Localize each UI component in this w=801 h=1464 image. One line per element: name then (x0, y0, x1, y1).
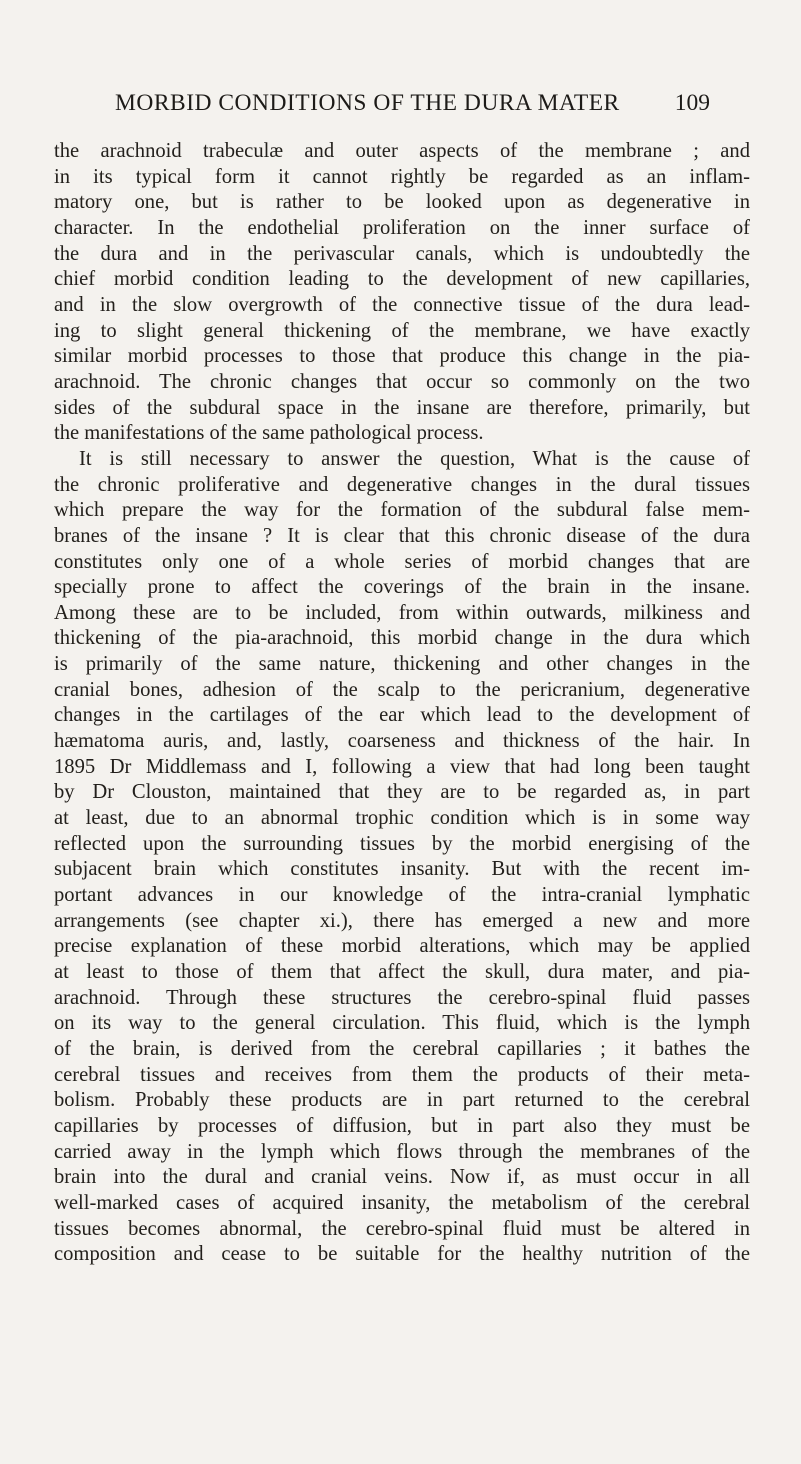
text-line: at least, due to an abnormal trophic condition which is in some way (54, 807, 750, 830)
text-line: sides of the subdural space in the insane are therefore, primarily, but (54, 396, 750, 419)
page-number: 109 (674, 90, 710, 116)
text-line: arachnoid. The chronic changes that occur so commonly on the two (54, 370, 750, 393)
text-line: character. In the endothelial proliferation on the inner surface of (54, 216, 750, 239)
text-line: the manifestations of the same pathological process. (54, 422, 484, 445)
text-line: changes in the cartilages of the ear which lead to the development of (54, 704, 750, 727)
text-line: by Dr Clouston, maintained that they are to be regarded as, in part (54, 781, 750, 804)
text-line: arachnoid. Through these structures the cerebro-spinal fluid passes (54, 986, 750, 1009)
text-line: hæmatoma auris, and, lastly, coarseness and thickness of the hair. In (54, 730, 750, 753)
text-line: the arachnoid trabeculæ and outer aspects of the membrane ; and (54, 140, 750, 162)
text-line: specially prone to affect the coverings of the brain in the insane. (54, 576, 750, 599)
text-line: reflected upon the surrounding tissues by the morbid energising of the (54, 832, 750, 855)
text-line: constitutes only one of a whole series of morbid changes that are (54, 550, 750, 573)
text-line: is primarily of the same nature, thickening and other changes in the (54, 653, 750, 676)
text-line: Among these are to be included, from within outwards, milkiness and (54, 601, 750, 624)
text-line: It is still necessary to answer the question, What is the cause of (79, 447, 750, 470)
running-title: MORBID CONDITIONS OF THE DURA MATER (115, 90, 620, 116)
text-line: bolism. Probably these products are in part returned to the cerebral (54, 1089, 750, 1112)
text-line: similar morbid processes to those that produce this change in the pia- (54, 345, 750, 368)
text-line: which prepare the way for the formation of the subdural false mem- (54, 499, 750, 522)
body-text (54, 139, 750, 1268)
text-line: well-marked cases of acquired insanity, the metabolism of the cerebral (54, 1191, 750, 1214)
text-line: on its way to the general circulation. This fluid, which is the lymph (54, 1012, 750, 1035)
text-line: chief morbid condition leading to the development of new capillaries, (54, 268, 750, 291)
text-line: 1895 Dr Middlemass and I, following a view that had long been taught (54, 755, 750, 778)
text-line: arrangements (see chapter xi.), there has emerged a new and more (54, 909, 750, 932)
text-line: at least to those of them that affect the skull, dura mater, and pia- (54, 961, 750, 983)
text-line: the chronic proliferative and degenerative changes in the dural tissues (54, 473, 750, 496)
text-line: composition and cease to be suitable for the healthy nutrition of the (54, 1243, 750, 1266)
text-line: of the brain, is derived from the cerebral capillaries ; it bathes the (54, 1037, 750, 1060)
text-line: in its typical form it cannot rightly be regarded as an inflam- (54, 165, 750, 188)
text-line: cranial bones, adhesion of the scalp to the pericranium, degenerative (54, 678, 750, 701)
text-line: thickening of the pia-arachnoid, this morbid change in the dura which (54, 627, 750, 650)
text-line: matory one, but is rather to be looked upon as degenerative in (54, 191, 750, 214)
text-line: subjacent brain which constitutes insanity. But with the recent im- (54, 858, 750, 881)
text-line: portant advances in our knowledge of the intra-cranial lymphatic (54, 884, 750, 907)
text-line: tissues becomes abnormal, the cerebro-spinal fluid must be altered in (54, 1217, 750, 1240)
text-line: the dura and in the perivascular canals, which is undoubtedly the (54, 242, 750, 265)
running-head (110, 90, 710, 124)
text-line: carried away in the lymph which flows through the membranes of the (54, 1140, 750, 1163)
text-line: capillaries by processes of diffusion, but in part also they must be (54, 1114, 750, 1137)
text-line: branes of the insane ? It is clear that this chronic disease of the dura (54, 524, 750, 547)
text-line: precise explanation of these morbid alterations, which may be applied (54, 935, 750, 958)
text-line: cerebral tissues and receives from them the products of their meta- (54, 1063, 750, 1086)
text-line: ing to slight general thickening of the membrane, we have exactly (54, 319, 750, 342)
text-line: and in the slow overgrowth of the connective tissue of the dura lead- (54, 293, 750, 316)
text-line: brain into the dural and cranial veins. Now if, as must occur in all (54, 1166, 750, 1189)
